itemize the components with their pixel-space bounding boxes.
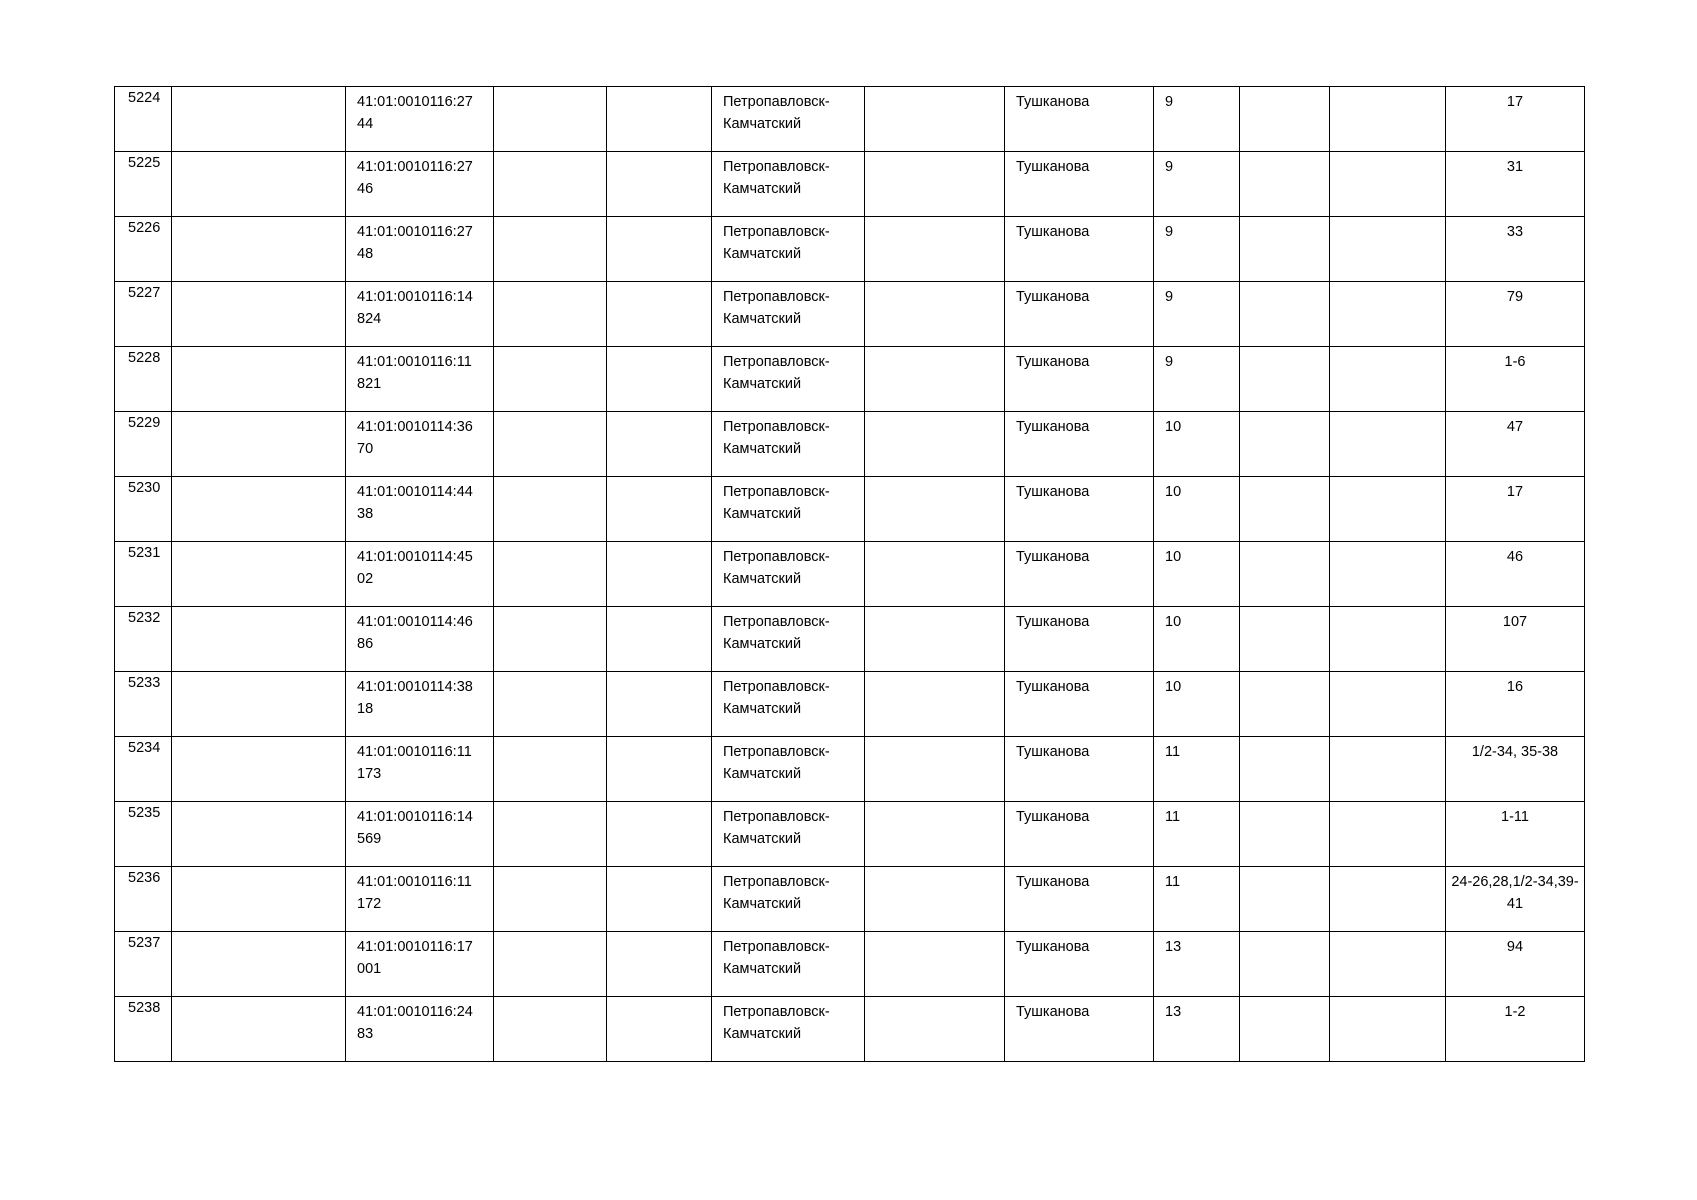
record-number-text: 5227 [128,285,161,301]
cadastral-number-cell [346,152,494,217]
apartment-cell [1446,152,1585,217]
apartment-cell [1446,412,1585,477]
city-cell [712,282,865,347]
city-text: Петропавловск-Камчатский [723,679,830,717]
cadastral-number-cell [346,347,494,412]
table-row [115,282,1585,347]
street-cell [1005,477,1154,542]
record-number-text: 5228 [128,350,161,366]
cadastral-number-cell [346,867,494,932]
empty-cell [172,997,346,1062]
house-number-cell [1154,282,1240,347]
empty-cell [865,932,1005,997]
record-number-cell [115,932,172,997]
cadastral-number-text: 41:01:0010116:11173 [357,744,472,782]
street-cell [1005,867,1154,932]
empty-cell [172,802,346,867]
house-number-text: 10 [1165,549,1182,565]
empty-cell [865,997,1005,1062]
street-cell [1005,542,1154,607]
cadastral-number-text: 41:01:0010114:4686 [357,614,473,652]
table-row [115,932,1585,997]
empty-cell [1240,997,1330,1062]
table-row [115,542,1585,607]
empty-cell [865,542,1005,607]
empty-cell [494,347,607,412]
street-text: Тушканова [1016,289,1090,305]
record-number-cell [115,672,172,737]
cadastral-number-cell [346,412,494,477]
city-cell [712,607,865,672]
apartment-text: 1-6 [1504,354,1526,370]
city-cell [712,802,865,867]
empty-cell [172,412,346,477]
city-cell [712,542,865,607]
house-number-text: 9 [1165,94,1174,110]
empty-cell [172,217,346,282]
record-number-cell [115,477,172,542]
empty-cell [865,867,1005,932]
apartment-cell [1446,867,1585,932]
apartment-text: 46 [1506,549,1524,565]
city-cell [712,737,865,802]
empty-cell [172,672,346,737]
empty-cell [494,87,607,152]
empty-cell [607,672,712,737]
apartment-cell [1446,607,1585,672]
record-number-text: 5225 [128,155,161,171]
empty-cell [1240,347,1330,412]
empty-cell [1330,87,1446,152]
record-number-text: 5238 [128,1000,161,1016]
empty-cell [172,932,346,997]
street-cell [1005,737,1154,802]
apartment-text: 94 [1506,939,1524,955]
cadastral-number-text: 41:01:0010116:2483 [357,1004,473,1042]
empty-cell [1240,477,1330,542]
table-row [115,87,1585,152]
cadastral-number-text: 41:01:0010116:2746 [357,159,473,197]
cadastral-number-cell [346,542,494,607]
street-text: Тушканова [1016,744,1090,760]
empty-cell [607,477,712,542]
empty-cell [494,477,607,542]
record-number-text: 5234 [128,740,161,756]
house-number-cell [1154,932,1240,997]
apartment-text: 1/2-34, 35-38 [1471,744,1559,760]
record-number-cell [115,997,172,1062]
empty-cell [494,542,607,607]
record-number-text: 5226 [128,220,161,236]
city-text: Петропавловск-Камчатский [723,614,830,652]
table-row [115,152,1585,217]
cadastral-number-cell [346,932,494,997]
record-number-cell [115,802,172,867]
empty-cell [1330,412,1446,477]
street-cell [1005,282,1154,347]
street-text: Тушканова [1016,94,1090,110]
empty-cell [1330,932,1446,997]
street-text: Тушканова [1016,679,1090,695]
empty-cell [172,737,346,802]
house-number-text: 10 [1165,679,1182,695]
street-text: Тушканова [1016,484,1090,500]
street-cell [1005,607,1154,672]
street-cell [1005,932,1154,997]
empty-cell [1240,542,1330,607]
record-number-cell [115,737,172,802]
empty-cell [1330,607,1446,672]
empty-cell [172,477,346,542]
empty-cell [865,152,1005,217]
empty-cell [1330,802,1446,867]
empty-cell [1330,217,1446,282]
apartment-text: 16 [1506,679,1524,695]
empty-cell [1240,932,1330,997]
empty-cell [607,542,712,607]
table-row [115,607,1585,672]
empty-cell [494,672,607,737]
apartment-cell [1446,282,1585,347]
record-number-text: 5230 [128,480,161,496]
empty-cell [494,217,607,282]
apartment-cell [1446,802,1585,867]
city-text: Петропавловск-Камчатский [723,159,830,197]
house-number-cell [1154,217,1240,282]
city-text: Петропавловск-Камчатский [723,549,830,587]
empty-cell [865,217,1005,282]
apartment-text: 79 [1506,289,1524,305]
empty-cell [1330,672,1446,737]
empty-cell [494,412,607,477]
house-number-text: 9 [1165,354,1174,370]
house-number-cell [1154,802,1240,867]
empty-cell [172,542,346,607]
house-number-text: 11 [1165,744,1181,760]
table-row [115,737,1585,802]
empty-cell [172,607,346,672]
street-text: Тушканова [1016,354,1090,370]
city-cell [712,152,865,217]
apartment-cell [1446,347,1585,412]
empty-cell [1330,282,1446,347]
apartment-text: 24-26,28,1/2-34,39-41 [1451,874,1579,912]
street-text: Тушканова [1016,159,1090,175]
empty-cell [1330,997,1446,1062]
apartment-text: 33 [1506,224,1524,240]
apartment-text: 1-11 [1501,809,1529,825]
empty-cell [1330,542,1446,607]
apartment-cell [1446,932,1585,997]
city-text: Петропавловск-Камчатский [723,874,830,912]
cadastral-number-cell [346,802,494,867]
empty-cell [865,737,1005,802]
city-text: Петропавловск-Камчатский [723,419,830,457]
house-number-cell [1154,607,1240,672]
city-cell [712,672,865,737]
empty-cell [494,607,607,672]
apartment-cell [1446,542,1585,607]
empty-cell [1240,802,1330,867]
street-text: Тушканова [1016,224,1090,240]
apartment-cell [1446,737,1585,802]
street-cell [1005,802,1154,867]
empty-cell [1330,152,1446,217]
city-text: Петропавловск-Камчатский [723,289,830,327]
empty-cell [494,152,607,217]
house-number-cell [1154,347,1240,412]
cadastral-number-text: 41:01:0010116:17001 [357,939,473,977]
apartment-text: 1-2 [1504,1004,1526,1020]
empty-cell [607,152,712,217]
house-number-cell [1154,737,1240,802]
cadastral-number-cell [346,672,494,737]
empty-cell [607,802,712,867]
empty-cell [865,412,1005,477]
street-cell [1005,672,1154,737]
cadastral-number-text: 41:01:0010116:2748 [357,224,473,262]
empty-cell [865,672,1005,737]
cadastral-number-cell [346,737,494,802]
record-number-text: 5233 [128,675,161,691]
house-number-text: 9 [1165,159,1174,175]
apartment-text: 17 [1506,484,1524,500]
empty-cell [1330,477,1446,542]
city-text: Петропавловск-Камчатский [723,1004,830,1042]
apartment-text: 107 [1502,614,1528,630]
table-row [115,412,1585,477]
city-text: Петропавловск-Камчатский [723,94,830,132]
house-number-cell [1154,997,1240,1062]
empty-cell [494,867,607,932]
empty-cell [1240,282,1330,347]
street-text: Тушканова [1016,809,1090,825]
cadastral-number-text: 41:01:0010114:4502 [357,549,473,587]
city-cell [712,477,865,542]
cadastral-number-text: 41:01:0010116:14824 [357,289,473,327]
apartment-cell [1446,217,1585,282]
city-cell [712,87,865,152]
empty-cell [494,282,607,347]
street-cell [1005,412,1154,477]
empty-cell [865,802,1005,867]
record-number-cell [115,152,172,217]
apartment-cell [1446,672,1585,737]
empty-cell [1240,672,1330,737]
city-text: Петропавловск-Камчатский [723,744,830,782]
cadastral-number-cell [346,217,494,282]
city-text: Петропавловск-Камчатский [723,939,830,977]
city-cell [712,932,865,997]
street-text: Тушканова [1016,419,1090,435]
record-number-text: 5224 [128,90,161,106]
record-number-text: 5236 [128,870,161,886]
table-row [115,672,1585,737]
apartment-cell [1446,87,1585,152]
empty-cell [865,477,1005,542]
empty-cell [607,607,712,672]
record-number-cell [115,867,172,932]
record-number-text: 5231 [128,545,161,561]
street-cell [1005,87,1154,152]
city-cell [712,347,865,412]
empty-cell [1240,217,1330,282]
empty-cell [1240,87,1330,152]
street-cell [1005,152,1154,217]
empty-cell [865,347,1005,412]
empty-cell [494,802,607,867]
city-cell [712,217,865,282]
empty-cell [494,997,607,1062]
cadastral-number-cell [346,282,494,347]
city-text: Петропавловск-Камчатский [723,354,830,392]
street-text: Тушканова [1016,1004,1090,1020]
street-text: Тушканова [1016,549,1090,565]
cadastral-number-cell [346,997,494,1062]
empty-cell [1240,607,1330,672]
record-number-cell [115,87,172,152]
table-row [115,802,1585,867]
empty-cell [1240,412,1330,477]
empty-cell [1240,867,1330,932]
record-number-cell [115,607,172,672]
house-number-text: 10 [1165,614,1182,630]
empty-cell [607,867,712,932]
table-row [115,997,1585,1062]
record-number-text: 5235 [128,805,161,821]
cadastral-number-cell [346,477,494,542]
cadastral-number-cell [346,607,494,672]
apartment-text: 47 [1506,419,1524,435]
record-number-text: 5229 [128,415,161,431]
street-cell [1005,997,1154,1062]
house-number-cell [1154,542,1240,607]
record-number-cell [115,282,172,347]
apartment-text: 17 [1506,94,1524,110]
table-row [115,477,1585,542]
empty-cell [172,152,346,217]
house-number-cell [1154,152,1240,217]
house-number-text: 9 [1165,224,1174,240]
table-body [115,87,1585,1062]
house-number-cell [1154,412,1240,477]
street-text: Тушканова [1016,874,1090,890]
cadastral-number-text: 41:01:0010114:3818 [357,679,473,717]
cadastral-number-text: 41:01:0010116:14569 [357,809,473,847]
empty-cell [172,282,346,347]
record-number-cell [115,412,172,477]
city-text: Петропавловск-Камчатский [723,484,830,522]
house-number-cell [1154,672,1240,737]
empty-cell [607,217,712,282]
city-cell [712,997,865,1062]
house-number-text: 9 [1165,289,1174,305]
city-text: Петропавловск-Камчатский [723,809,830,847]
empty-cell [607,347,712,412]
street-text: Тушканова [1016,939,1090,955]
house-number-cell [1154,477,1240,542]
city-cell [712,867,865,932]
apartment-cell [1446,997,1585,1062]
empty-cell [607,412,712,477]
city-text: Петропавловск-Камчатский [723,224,830,262]
apartment-cell [1446,477,1585,542]
empty-cell [607,282,712,347]
street-text: Тушканова [1016,614,1090,630]
empty-cell [1240,737,1330,802]
empty-cell [607,997,712,1062]
city-cell [712,412,865,477]
empty-cell [607,737,712,802]
registry-table [114,86,1585,1062]
empty-cell [865,282,1005,347]
apartment-text: 31 [1506,159,1524,175]
record-number-text: 5237 [128,935,161,951]
empty-cell [865,87,1005,152]
cadastral-number-text: 41:01:0010116:2744 [357,94,473,132]
empty-cell [607,932,712,997]
street-cell [1005,347,1154,412]
cadastral-number-text: 41:01:0010114:3670 [357,419,473,457]
house-number-text: 13 [1165,1004,1182,1020]
record-number-cell [115,217,172,282]
empty-cell [1330,867,1446,932]
cadastral-number-cell [346,87,494,152]
empty-cell [1330,347,1446,412]
table-row [115,347,1585,412]
house-number-cell [1154,87,1240,152]
table-row [115,867,1585,932]
street-cell [1005,217,1154,282]
record-number-cell [115,347,172,412]
empty-cell [865,607,1005,672]
cadastral-number-text: 41:01:0010116:11821 [357,354,472,392]
empty-cell [494,932,607,997]
cadastral-number-text: 41:01:0010116:11172 [357,874,472,912]
empty-cell [1330,737,1446,802]
house-number-cell [1154,867,1240,932]
house-number-text: 10 [1165,419,1182,435]
house-number-text: 10 [1165,484,1182,500]
empty-cell [172,867,346,932]
empty-cell [172,87,346,152]
cadastral-number-text: 41:01:0010114:4438 [357,484,473,522]
record-number-cell [115,542,172,607]
empty-cell [172,347,346,412]
table-row [115,217,1585,282]
empty-cell [1240,152,1330,217]
house-number-text: 11 [1165,809,1181,825]
empty-cell [494,737,607,802]
house-number-text: 11 [1165,874,1181,890]
empty-cell [607,87,712,152]
house-number-text: 13 [1165,939,1182,955]
record-number-text: 5232 [128,610,161,626]
